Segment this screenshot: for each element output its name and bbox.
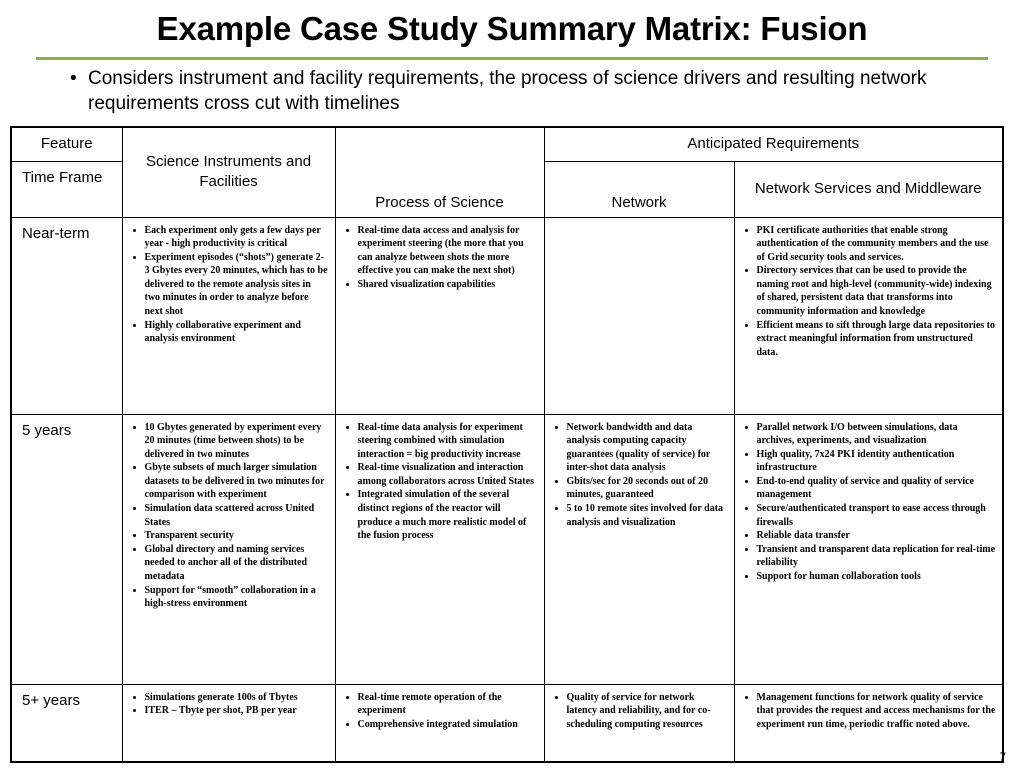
row-label: 5 years <box>11 414 122 684</box>
list-item: • Highly collaborative experiment and analysis environment <box>145 319 329 346</box>
row-label: Near-term <box>11 217 122 414</box>
list-item: • Shared visualization capabilities <box>358 278 538 292</box>
list-item: • 5 to 10 remote sites involved for data analysis and visualization <box>567 502 728 529</box>
header-science-instruments: Science Instruments and Facilities <box>122 127 335 217</box>
cell-services <box>734 414 1003 684</box>
list-item: • Quality of service for network latency and reliability, and for co-scheduling computing resources <box>567 691 728 732</box>
list-item: • Integrated simulation of the several distinct regions of the reactor will produce a much more realistic model of the fusion process <box>358 488 538 542</box>
row-5-plus-years <box>11 684 1003 762</box>
list-item: • Real-time remote operation of the experiment <box>358 691 538 718</box>
cell-process <box>335 684 544 762</box>
subtitle-bullet <box>70 66 950 116</box>
list-item: • Network bandwidth and data analysis computing capacity guarantees (quality of service) for inter-shot data analysis <box>567 421 728 475</box>
list-item: • Transient and transparent data replication for real-time reliability <box>757 543 997 570</box>
row-5-years <box>11 414 1003 684</box>
title-underline <box>36 57 988 60</box>
list-item: • Transparent security <box>145 529 329 543</box>
cell-network <box>544 684 734 762</box>
cell-network-empty <box>544 217 734 414</box>
list-item: • Real-time data analysis for experiment steering combined with simulation interaction = big productivity increase <box>358 421 538 462</box>
cell-process <box>335 217 544 414</box>
header-feature: Feature <box>11 127 122 161</box>
list-item: • Experiment episodes (“shots”) generate 2-3 Gbytes every 20 minutes, which has to be delivered to the remote analysis sites in two minutes in order to analyze before next shot <box>145 251 329 319</box>
list-item: • Each experiment only gets a few days per year - high productivity is critical <box>145 224 329 251</box>
header-network: Network <box>544 161 734 217</box>
list-item: • Parallel network I/O between simulations, data archives, experiments, and visualization <box>757 421 997 448</box>
cell-instruments <box>122 414 335 684</box>
list-item: • Management functions for network quality of service that provides the request and access mechanisms for the experiment run time, periodic traffic noted above. <box>757 691 997 732</box>
list-item: • ITER – Tbyte per shot, PB per year <box>145 704 329 718</box>
list-item: • Efficient means to sift through large data repositories to extract meaningful information from unstructured data. <box>757 319 997 360</box>
list-item: • Gbits/sec for 20 seconds out of 20 minutes, guaranteed <box>567 475 728 502</box>
list-item: • 10 Gbytes generated by experiment every 20 minutes (time between shots) to be delivered in two minutes <box>145 421 329 462</box>
cell-instruments <box>122 217 335 414</box>
header-network-services: Network Services and Middleware <box>734 161 1003 217</box>
list-item: • Real-time data access and analysis for experiment steering (the more that you can analyze between shots the more effective you can make the next shot) <box>358 224 538 278</box>
list-item: • PKI certificate authorities that enable strong authentication of the community members and the use of Grid security tools and services. <box>757 224 997 265</box>
cell-process <box>335 414 544 684</box>
list-item: • Real-time visualization and interaction among collaborators across United States <box>358 461 538 488</box>
list-item: • Support for “smooth” collaboration in a high-stress environment <box>145 584 329 611</box>
cell-services <box>734 684 1003 762</box>
cell-network <box>544 414 734 684</box>
list-item: • High quality, 7x24 PKI identity authentication infrastructure <box>757 448 997 475</box>
cell-services <box>734 217 1003 414</box>
list-item: • End-to-end quality of service and quality of service management <box>757 475 997 502</box>
row-near-term <box>11 217 1003 414</box>
header-anticipated-requirements: Anticipated Requirements <box>544 127 1003 161</box>
list-item: • Gbyte subsets of much larger simulation datasets to be delivered in two minutes for comparison with experiment <box>145 461 329 502</box>
header-time-frame: Time Frame <box>11 161 122 217</box>
list-item: • Secure/authenticated transport to ease access through firewalls <box>757 502 997 529</box>
header-row-1 <box>11 127 1003 161</box>
list-item: • Reliable data transfer <box>757 529 997 543</box>
slide-title: Example Case Study Summary Matrix: Fusion <box>156 10 868 47</box>
cell-instruments <box>122 684 335 762</box>
subtitle-text: Considers instrument and facility requirements, the process of science drivers and resulting network requirements cross cut with timelines <box>88 68 927 114</box>
list-item: • Simulation data scattered across United States <box>145 502 329 529</box>
list-item: • Directory services that can be used to provide the naming root and high-level (community-wide) indexing of shared, persistent data that transforms into community information and knowledge <box>757 264 997 318</box>
list-item: • Global directory and naming services needed to anchor all of the distributed metadata <box>145 543 329 584</box>
list-item: • Simulations generate 100s of Tbytes <box>145 691 329 705</box>
list-item: • Support for human collaboration tools <box>757 570 997 584</box>
list-item: • Comprehensive integrated simulation <box>358 718 538 732</box>
summary-matrix-table <box>10 126 1004 763</box>
header-process-of-science: Process of Science <box>335 127 544 217</box>
page-number: 7 <box>999 750 1006 764</box>
row-label: 5+ years <box>11 684 122 762</box>
bullet-dot: • <box>70 68 77 89</box>
